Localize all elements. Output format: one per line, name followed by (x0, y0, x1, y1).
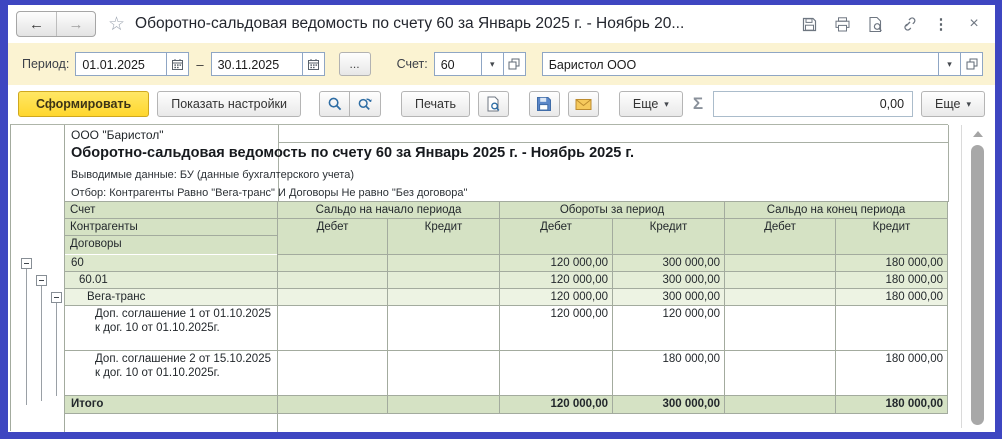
cell[interactable]: 180 000,00 (836, 255, 948, 272)
organization-open-button[interactable] (960, 53, 982, 75)
empty-cell (278, 125, 949, 143)
report-org: ООО "Баристол" (71, 128, 164, 142)
header-credit[interactable]: Кредит (836, 219, 948, 255)
print-icon[interactable] (833, 15, 851, 33)
title-bar (8, 5, 995, 43)
account-open-button[interactable] (503, 53, 525, 75)
cell[interactable] (725, 396, 836, 414)
back-button[interactable]: ← (29, 15, 44, 33)
cell[interactable]: 180 000,00 (836, 272, 948, 289)
row-label[interactable]: Доп. соглашение 2 от 15.10.2025 к дог. 10 от 01.10.2025г. (65, 351, 278, 396)
generate-button[interactable]: Сформировать (18, 91, 149, 117)
cell[interactable] (388, 272, 500, 289)
cell[interactable]: 120 000,00 (500, 396, 613, 414)
cell[interactable] (500, 351, 613, 396)
account-field[interactable] (434, 52, 526, 76)
more-menu-icon[interactable]: ⋮ (933, 16, 949, 33)
header-contracts[interactable]: Договоры (65, 236, 277, 254)
search-refresh-icon (357, 96, 373, 112)
preview-icon (485, 96, 501, 112)
report-area (8, 123, 995, 432)
report-data-line: Выводимые данные: БУ (данные бухгалтерского учета) (71, 169, 354, 181)
account-label: Счет: (396, 57, 428, 71)
cell[interactable] (278, 306, 388, 351)
open-icon (966, 58, 978, 70)
favorite-star-icon[interactable]: ☆ (108, 13, 126, 35)
cell[interactable]: 180 000,00 (836, 351, 948, 396)
header-sub-row (65, 219, 949, 255)
preview-icon[interactable] (866, 15, 884, 33)
cell[interactable] (278, 272, 388, 289)
search-icon (327, 96, 343, 112)
row-label[interactable]: 60.01 (65, 272, 278, 289)
table-row-contract-2 (65, 351, 949, 396)
search-button-group (319, 91, 381, 117)
search-button[interactable] (319, 91, 350, 117)
table-row-empty (65, 414, 949, 432)
save-icon (536, 96, 552, 112)
row-label[interactable]: Вега-транс (65, 289, 278, 306)
report-title: Оборотно-сальдовая ведомость по счету 60 за Январь 2025 г. - Ноябрь 2025 г. (71, 145, 634, 161)
row-label[interactable]: 60 (65, 255, 278, 272)
cell[interactable] (388, 306, 500, 351)
cell[interactable]: 180 000,00 (836, 289, 948, 306)
cell[interactable]: 120 000,00 (500, 306, 613, 351)
open-icon (508, 58, 520, 70)
cell[interactable] (836, 306, 948, 351)
row-label[interactable]: Итого (65, 396, 278, 414)
cell[interactable] (388, 396, 500, 414)
sigma-icon: Σ (692, 94, 704, 113)
save-icon[interactable] (800, 15, 818, 33)
table-row-total (65, 396, 949, 414)
report-sheet (10, 124, 948, 431)
cell[interactable]: 180 000,00 (836, 396, 948, 414)
cell[interactable]: 180 000,00 (613, 351, 725, 396)
cell[interactable] (725, 351, 836, 396)
scroll-separator (961, 125, 962, 428)
account-value[interactable]: 60 (440, 58, 455, 72)
nav-history-group (16, 11, 96, 37)
cell[interactable] (725, 255, 836, 272)
save-button[interactable] (529, 91, 560, 117)
cell[interactable]: 300 000,00 (613, 396, 725, 414)
autosum-field[interactable]: 0,00 (713, 91, 913, 117)
vertical-scrollbar[interactable] (970, 129, 986, 429)
show-settings-button[interactable]: Показать настройки (157, 91, 301, 117)
period-label: Период: (22, 57, 70, 71)
header-group-row (65, 201, 949, 219)
header-debit[interactable]: Дебет (278, 219, 388, 255)
more-right-button[interactable] (921, 91, 985, 117)
cell[interactable] (725, 289, 836, 306)
header-debit[interactable]: Дебет (725, 219, 836, 255)
close-icon[interactable]: × (969, 15, 979, 32)
table-row-vega (65, 289, 949, 306)
titlebar-icons (800, 15, 983, 33)
scroll-up-arrow-icon[interactable] (973, 131, 983, 137)
row-label[interactable]: Доп. соглашение 1 от 01.10.2025 к дог. 10 от 01.10.2025г. (65, 306, 278, 351)
header-counterparties[interactable]: Контрагенты (65, 219, 277, 236)
print-button[interactable]: Печать (401, 91, 470, 117)
window-title: Оборотно-сальдовая ведомость по счету 60 за Январь 2025 г. - Ноябрь 20... (135, 15, 685, 32)
organization-dropdown-button[interactable]: ▾ (938, 53, 960, 75)
cell[interactable] (725, 272, 836, 289)
cell[interactable] (388, 255, 500, 272)
header-account[interactable]: Счет (65, 202, 278, 219)
calendar-icon (171, 58, 184, 71)
header-opening-balance[interactable]: Сальдо на начало периода (278, 202, 500, 219)
empty-cell (65, 414, 278, 432)
more-left-button[interactable] (619, 91, 683, 117)
cell[interactable] (388, 351, 500, 396)
tree-line (41, 286, 42, 401)
table-row-60 (65, 255, 949, 272)
collapse-button-6001[interactable] (36, 275, 47, 286)
forward-button[interactable]: → (56, 12, 95, 36)
header-credit[interactable]: Кредит (613, 219, 725, 255)
cell[interactable] (278, 289, 388, 306)
search-next-button[interactable] (350, 91, 381, 117)
period-choice-button[interactable]: ... (339, 52, 371, 76)
cell[interactable] (388, 289, 500, 306)
period-dash: – (196, 56, 204, 72)
header-dims (65, 219, 278, 255)
collapse-button-60[interactable] (21, 258, 32, 269)
cell[interactable] (725, 306, 836, 351)
calendar-button[interactable] (166, 53, 188, 75)
tree-line (56, 303, 57, 396)
report-org-row (65, 125, 949, 143)
header-closing-balance[interactable]: Сальдо на конец периода (725, 202, 948, 219)
print-preview-button[interactable] (478, 91, 509, 117)
cell[interactable]: 300 000,00 (613, 289, 725, 306)
calendar-button[interactable] (302, 53, 324, 75)
cell[interactable]: 120 000,00 (500, 255, 613, 272)
period-from-field[interactable] (75, 52, 189, 76)
cell[interactable]: 300 000,00 (613, 255, 725, 272)
chevron-down-icon: ▾ (966, 98, 971, 109)
cell[interactable]: 300 000,00 (613, 272, 725, 289)
table-row-6001 (65, 272, 949, 289)
organization-field[interactable] (542, 52, 983, 76)
cell[interactable] (278, 351, 388, 396)
cell[interactable]: 120 000,00 (500, 289, 613, 306)
envelope-icon (575, 97, 592, 112)
header-debit[interactable]: Дебет (500, 219, 613, 255)
organization-value[interactable]: Баристол ООО (548, 58, 637, 72)
chevron-down-icon: ▾ (664, 98, 669, 109)
report-filter-line: Отбор: Контрагенты Равно "Вега-транс" И Договоры Не равно "Без договора" (71, 187, 468, 199)
cell[interactable] (278, 255, 388, 272)
calendar-icon (307, 58, 320, 71)
more-left-label: Еще (632, 97, 659, 111)
header-turnover[interactable]: Обороты за период (500, 202, 725, 219)
filter-bar (8, 43, 995, 85)
period-to-field[interactable] (211, 52, 325, 76)
more-right-label: Еще (935, 97, 961, 111)
scrollbar-thumb[interactable] (971, 145, 984, 425)
period-from-value[interactable]: 01.01.2025 (82, 58, 145, 72)
tree-line (26, 269, 27, 405)
toolbar (8, 85, 995, 123)
period-to-value[interactable]: 30.11.2025 (217, 58, 280, 72)
link-icon[interactable] (899, 15, 917, 33)
header-credit[interactable]: Кредит (388, 219, 500, 255)
cell[interactable]: 120 000,00 (500, 272, 613, 289)
email-button[interactable] (568, 91, 599, 117)
cell[interactable] (278, 396, 388, 414)
account-dropdown-button[interactable]: ▾ (481, 53, 503, 75)
table-row-contract-1 (65, 306, 949, 351)
collapse-button-vega[interactable] (51, 292, 62, 303)
cell[interactable]: 120 000,00 (613, 306, 725, 351)
